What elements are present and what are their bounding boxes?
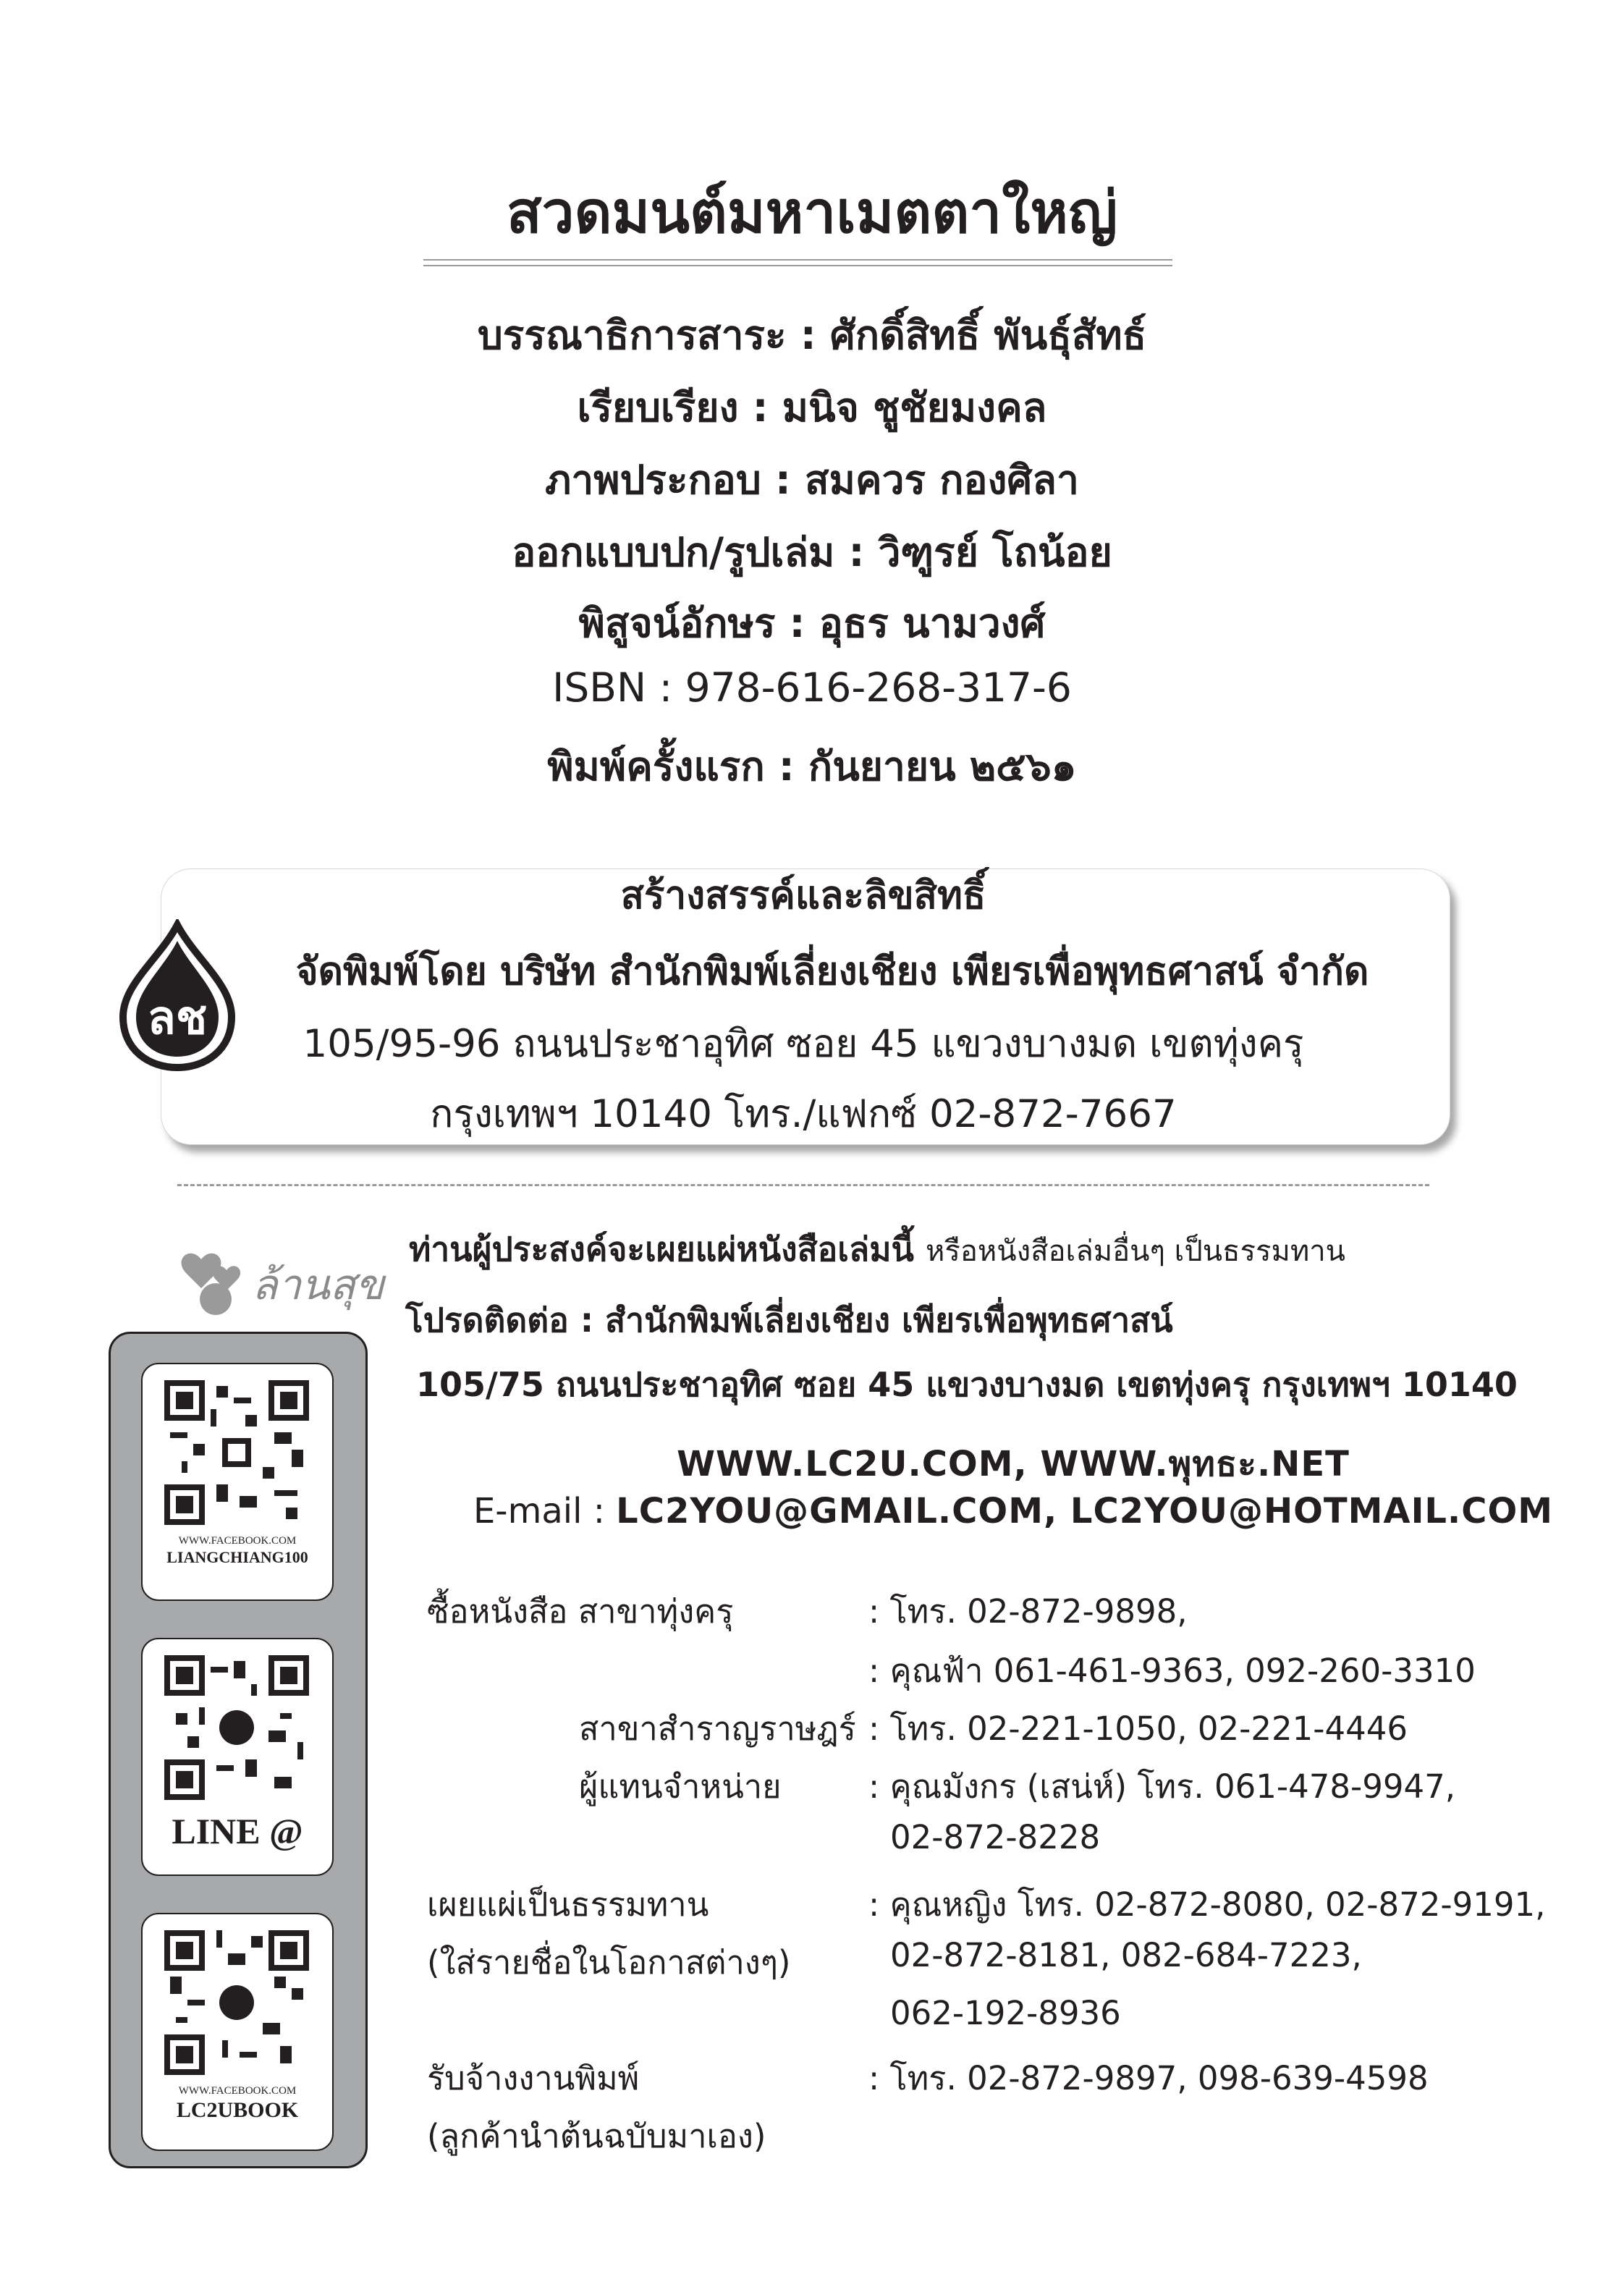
buy-label [427,1585,733,1637]
distribution-line1-main: ท่านผู้ประสงค์จะเผยแผ่หนังสือเล่มนี้ [409,1230,914,1269]
donate-phone: : คุณหญิง โทร. 02-872-8080, 02-872-9191, [868,1885,1546,1924]
qr-code-icon [164,1655,309,1800]
qr-label: LC2UBOOK [176,2098,299,2122]
donate-sub: (ใส่รายชื่อในโอกาสต่างๆ) [427,1943,791,1982]
buy-label-text: ซื้อหนังสือ [427,1592,568,1631]
print-phone: : โทร. 02-872-9897, 098-639-4598 [868,2059,1429,2097]
isbn: ISBN : 978-616-268-317-6 [552,664,1072,711]
credit-proofreader: พิสูจน์อักษร : อุธร นามวงศ์ [578,600,1046,646]
lansuk-logo-icon [172,1230,404,1332]
distribution-line1-note: หรือหนังสือเล่มอื่นๆ เป็นธรรมทาน [926,1235,1345,1268]
credit-illustrator: ภาพประกอบ : สมควร กองศิลา [545,457,1079,503]
qr-sub-label: WWW.FACEBOOK.COM [178,2085,297,2097]
credit-editor: บรรณาธิการสาระ : ศักดิ์สิทธิ์ พันธุ์สัทธ์ [477,312,1147,358]
donate-label: เผยแผ่เป็นธรรมทาน [427,1885,709,1924]
qr-card-line[interactable] [141,1638,334,1876]
credit-designer: ออกแบบปก/รูปเล่ม : วิฑูรย์ โถน้อย [512,529,1112,575]
donate-phone2: 02-872-8181, 082-684-7223, [890,1936,1362,1974]
credit-compiler: เรียบเรียง : มนิจ ชูชัยมงคล [577,384,1047,431]
first-edition: พิมพ์ครั้งแรก : กันยายน ๒๕๖๑ [547,743,1077,790]
qr-card-facebook-liangchiang[interactable] [141,1363,334,1601]
publisher-name: จัดพิมพ์โดย บริษัท สำนักพิมพ์เลี่ยงเชียง เพียรเพื่อพุทธศาสน์ จำกัด [295,950,1369,994]
branch1-phone2: : คุณฟ้า 061-461-9363, 092-260-3310 [868,1652,1476,1690]
publisher-heading: สร้างสรรค์และลิขสิทธิ์ [620,874,986,918]
print-label: รับจ้างงานพิมพ์ [427,2059,640,2097]
publisher-address: 105/95-96 ถนนประชาอุทิศ ซอย 45 แขวงบางมด เขตทุ่งครุ [303,1022,1304,1066]
branch1-label: สาขาทุ่งครุ [578,1592,734,1631]
publisher-logo-text: ลช [147,992,208,1045]
websites[interactable]: WWW.LC2U.COM, WWW.พุทธะ.NET [677,1444,1350,1484]
section-divider [177,1184,1429,1186]
qr-code-icon [164,1380,309,1525]
publisher-phone: กรุงเทพฯ 10140 โทร./แฟกซ์ 02-872-7667 [430,1092,1177,1136]
qr-code-icon [164,1930,309,2075]
distribution-address: 105/75 ถนนประชาอุทิศ ซอย 45 แขวงบางมด เขตทุ่งครุ กรุงเทพฯ 10140 [416,1365,1518,1404]
qr-sub-label: WWW.FACEBOOK.COM [178,1535,297,1547]
branch1-phone: : โทร. 02-872-9898, [868,1592,1188,1631]
distribution-contact: โปรดติดต่อ : สำนักพิมพ์เลี่ยงเชียง เพียรเพื่อพุทธศาสน์ [405,1301,1173,1340]
qr-card-facebook-lc2ubook[interactable] [141,1913,334,2151]
title-divider [423,259,1172,261]
email-label: E-mail : [473,1491,605,1531]
branch2-phone: : โทร. 02-221-1050, 02-221-4446 [868,1709,1408,1748]
book-title: สวดมนต์มหาเมตตาใหญ่ [506,179,1118,246]
title-divider-2 [423,265,1172,266]
qr-label: LINE @ [172,1811,303,1851]
print-sub: (ลูกค้านำต้นฉบับมาเอง) [427,2117,766,2155]
dealer-phone: : คุณมังกร (เสน่ห์) โทร. 061-478-9947, [868,1767,1456,1806]
distribution-line1 [409,1223,1603,1276]
donate-phone3: 062-192-8936 [890,1994,1121,2032]
email-line [434,1491,1592,1531]
dealer-label: ผู้แทนจำหน่าย [579,1767,782,1806]
lansuk-logo-text: ล้านสุข [252,1260,384,1309]
qr-label: LIANGCHIANG100 [166,1548,308,1566]
qr-panel [109,1332,368,2168]
dealer-phone2: 02-872-8228 [890,1818,1101,1856]
branch2-label: สาขาสำราญราษฎร์ [579,1709,856,1748]
email-addresses[interactable]: LC2YOU@GMAIL.COM, LC2YOU@HOTMAIL.COM [616,1491,1554,1531]
